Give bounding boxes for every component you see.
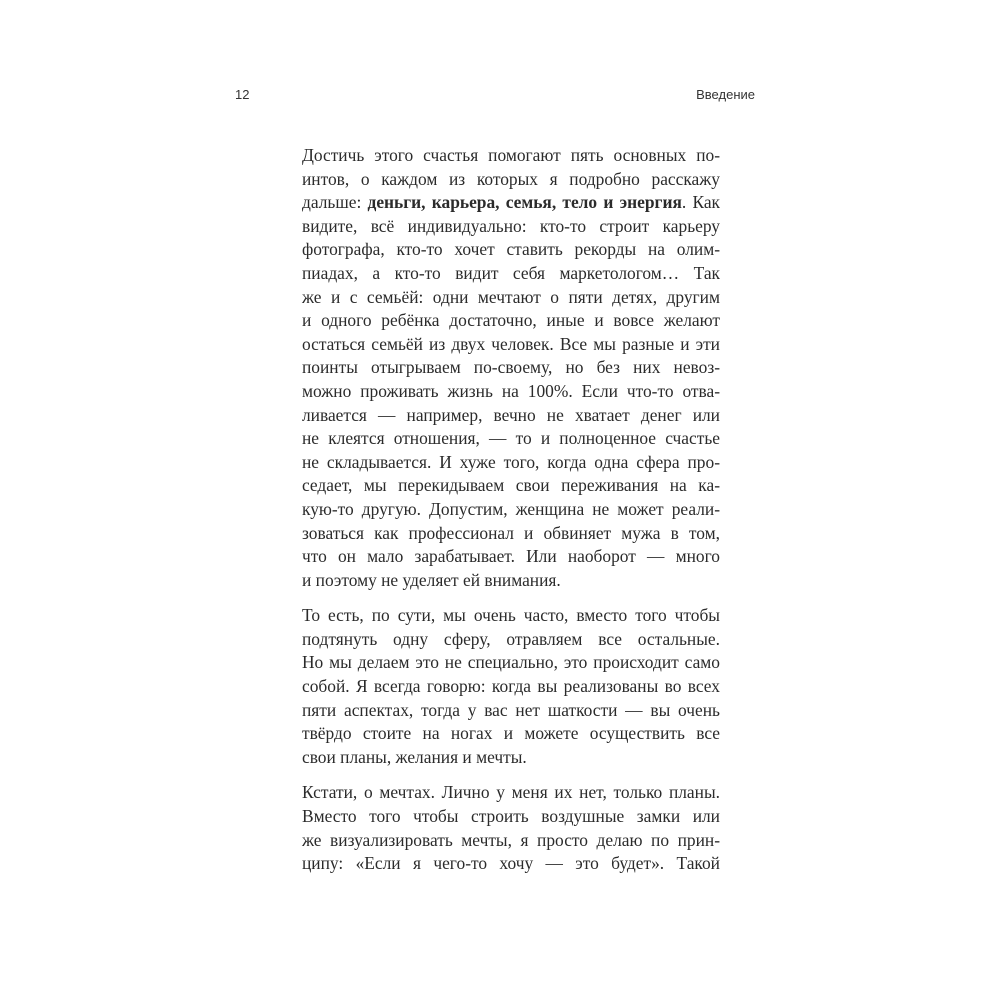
text-line — [302, 722, 720, 746]
paragraph — [302, 144, 720, 592]
text-run: и одного ребёнка достаточно, иные и вовсе желают — [302, 310, 720, 331]
text-line — [302, 404, 720, 428]
text-run: твёрдо стоите на ногах и можете осуществить все — [302, 723, 720, 744]
bold-text-run: деньги, карьера, семья, тело и энергия — [367, 192, 682, 213]
text-run: фотографа, кто-то хочет ставить рекорды на олим- — [302, 239, 720, 260]
text-line — [302, 286, 720, 310]
text-line — [302, 191, 720, 215]
text-run: не складывается. И хуже того, когда одна сфера про- — [302, 451, 720, 472]
text-line — [302, 451, 720, 475]
text-line — [302, 746, 720, 770]
text-run: Кстати, о мечтах. Лично у меня их нет, только планы. — [302, 782, 720, 803]
text-run: и поэтому не уделяет ей внимания. — [302, 569, 561, 590]
body-text — [302, 144, 720, 888]
text-line — [302, 144, 720, 168]
text-line — [302, 829, 720, 853]
text-run: пяти аспектах, тогда у вас нет шаткости — вы очень — [302, 699, 720, 720]
text-run: интов, о каждом из которых я подробно расскажу — [302, 168, 720, 189]
text-run: Вместо того чтобы строить воздушные замки или — [302, 806, 720, 827]
text-line — [302, 474, 720, 498]
text-line — [302, 805, 720, 829]
text-line — [302, 675, 720, 699]
text-run: не клеятся отношения, — то и полноценное счастье — [302, 428, 720, 449]
text-run: зоваться как профессионал и обвиняет мужа в том, — [302, 522, 720, 543]
text-line — [302, 309, 720, 333]
text-run: . Как — [681, 192, 720, 213]
text-run: подтянуть одну сферу, отравляем все остальные. — [302, 628, 720, 649]
text-line — [302, 545, 720, 569]
text-run: ливается — например, вечно не хватает денег или — [302, 404, 720, 425]
text-line — [302, 569, 720, 593]
text-line — [302, 628, 720, 652]
text-line — [302, 333, 720, 357]
text-run: остаться семьёй из двух человек. Все мы разные и эти — [302, 333, 720, 354]
text-run: поинты отыгрываем по-своему, но без них невоз- — [302, 357, 720, 378]
text-run: ципу: «Если я чего-то хочу — это будет». Такой — [302, 853, 720, 874]
text-line — [302, 699, 720, 723]
text-run: седает, мы перекидываем свои переживания на ка- — [302, 475, 720, 496]
text-run: же визуализировать мечты, я просто делаю по прин- — [302, 829, 720, 850]
text-run: же и с семьёй: одни мечтают о пяти детях, другим — [302, 286, 720, 307]
text-run: можно проживать жизнь на 100%. Если что-то отва- — [302, 380, 720, 401]
text-line — [302, 238, 720, 262]
text-run: видите, всё индивидуально: кто-то строит карьеру — [302, 215, 720, 236]
text-line — [302, 781, 720, 805]
text-line — [302, 215, 720, 239]
text-line — [302, 604, 720, 628]
page-number: 12 — [235, 87, 250, 102]
text-run: Но мы делаем это не специально, это происходит само — [302, 652, 720, 673]
text-run: кую-то другую. Допустим, женщина не может реали- — [302, 498, 720, 519]
text-line — [302, 380, 720, 404]
text-line — [302, 356, 720, 380]
text-run: дальше: — [302, 192, 368, 213]
text-run: собой. Я всегда говорю: когда вы реализованы во всех — [302, 676, 720, 697]
text-run: свои планы, желания и мечты. — [302, 746, 527, 767]
paragraph — [302, 781, 720, 875]
text-run: пиадах, а кто-то видит себя маркетологом… Так — [302, 262, 720, 283]
text-line — [302, 651, 720, 675]
text-line — [302, 522, 720, 546]
text-line — [302, 498, 720, 522]
text-line — [302, 427, 720, 451]
text-line — [302, 852, 720, 876]
text-run: Достичь этого счастья помогают пять основных по- — [302, 145, 720, 165]
text-line — [302, 262, 720, 286]
paragraph — [302, 604, 720, 769]
text-run: То есть, по сути, мы очень часто, вместо того чтобы — [302, 605, 720, 626]
section-title: Введение — [696, 87, 755, 102]
text-line — [302, 168, 720, 192]
text-run: что он мало зарабатывает. Или наоборот — много — [302, 546, 720, 567]
